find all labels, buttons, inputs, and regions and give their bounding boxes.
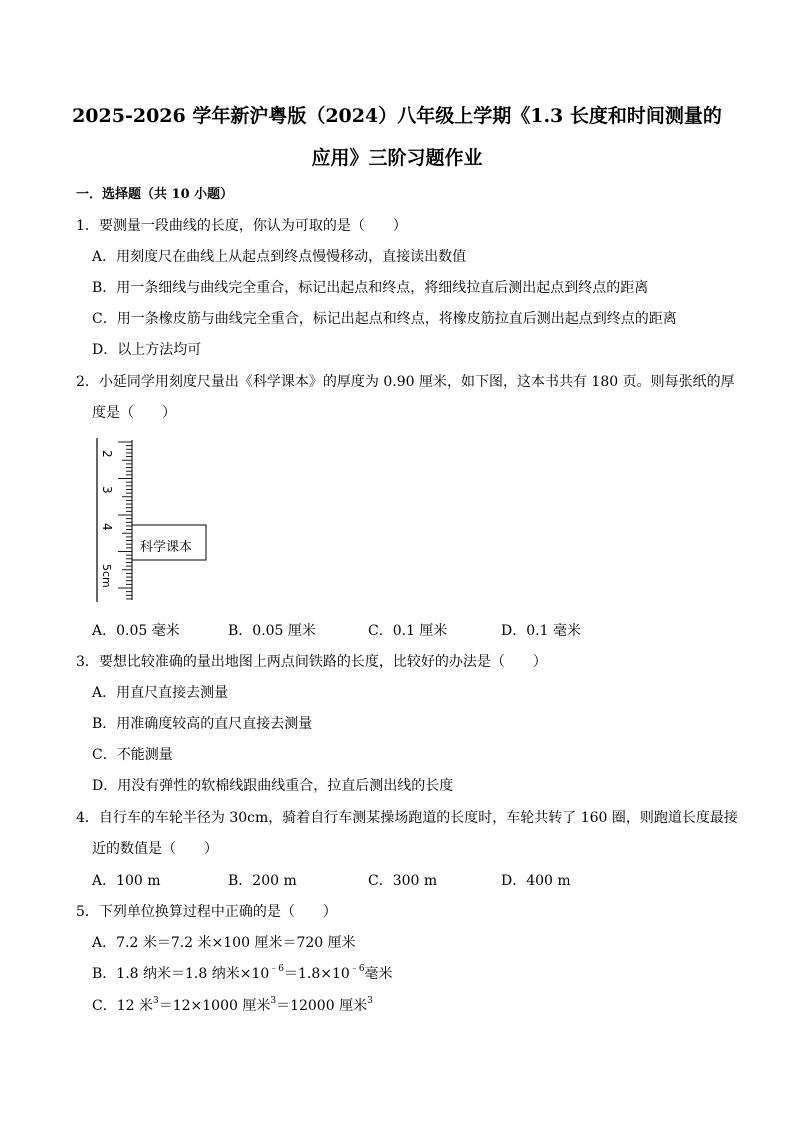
question-5-option-c[interactable]	[92, 996, 373, 1016]
option-c-part-3: ＝12000 厘米	[276, 998, 368, 1014]
question-4-stem: 4．自行车的车轮半径为 30cm，骑着自行车测某操场跑道的长度时，车轮共转了 160 圈，则跑道长度最接	[76, 810, 738, 826]
question-3-stem: 3．要想比较准确的量出地图上两点间铁路的长度，比较好的办法是（ ）	[76, 654, 547, 670]
ruler-label-3: 3	[100, 486, 114, 494]
book-label: 科学课本	[140, 540, 193, 555]
option-b-part-1: B．1.8 纳米＝1.8 纳米×10	[92, 966, 270, 982]
option-c-exponent-3: 3	[367, 996, 373, 1007]
question-1-option-b[interactable]: B．用一条细线与曲线完全重合，标记出起点和终点，将细线拉直后测出起点到终点的距离	[92, 280, 649, 296]
ruler-label-4: 4	[100, 523, 114, 531]
question-4-option-a[interactable]: A．100 m	[92, 873, 161, 889]
question-1-option-c[interactable]: C．用一条橡皮筋与曲线完全重合，标记出起点和终点，将橡皮筋拉直后测出起点到终点的距离	[92, 311, 677, 327]
question-3-option-d[interactable]: D．用没有弹性的软棉线跟曲线重合，拉直后测出线的长度	[92, 778, 454, 794]
option-b-part-2: ＝1.8×10	[284, 966, 350, 982]
ruler-figure	[92, 438, 222, 606]
option-c-part-1: C．12 米	[92, 998, 153, 1014]
question-5-stem: 5．下列单位换算过程中正确的是（ ）	[76, 904, 337, 920]
option-b-exponent-2: ﹣6	[349, 964, 365, 975]
question-2-stem: 2．小延同学用刻度尺量出《科学课本》的厚度为 0.90 厘米，如下图，这本书共有 180 页。则每张纸的厚	[76, 374, 735, 390]
option-c-exponent-1: 3	[152, 996, 159, 1007]
ruler-label-2: 2	[100, 450, 114, 458]
document-title-line-2: 应用》三阶习题作业	[311, 147, 483, 169]
option-c-part-2: ＝12×1000 厘米	[158, 998, 271, 1014]
ruler-label-5cm: 5cm	[100, 564, 113, 588]
option-b-exponent-1: ﹣6	[269, 964, 284, 975]
option-c-exponent-2: 3	[270, 996, 277, 1007]
question-2-option-d[interactable]: D．0.1 毫米	[501, 623, 581, 639]
question-4-option-d[interactable]: D．400 m	[501, 873, 571, 889]
question-2-option-a[interactable]: A．0.05 毫米	[92, 623, 180, 639]
question-3-option-a[interactable]: A．用直尺直接去测量	[92, 685, 229, 701]
option-b-part-3: 毫米	[364, 966, 393, 982]
question-5-option-a[interactable]: A．7.2 米＝7.2 米×100 厘米＝720 厘米	[92, 935, 356, 951]
question-3-option-c[interactable]: C．不能测量	[92, 747, 173, 763]
question-2-option-b[interactable]: B．0.05 厘米	[228, 623, 316, 639]
question-1-option-a[interactable]: A．用刻度尺在曲线上从起点到终点慢慢移动，直接读出数值	[92, 249, 467, 265]
ruler-svg	[92, 438, 222, 606]
section-heading: 一．选择题（共 10 小题）	[76, 187, 234, 202]
question-1-stem: 1．要测量一段曲线的长度，你认为可取的是（ ）	[76, 218, 407, 234]
question-4-option-c[interactable]: C．300 m	[368, 873, 438, 889]
document-title-line-1: 2025-2026 学年新沪粤版（2024）八年级上学期《1.3 长度和时间测量的	[72, 105, 722, 127]
question-3-option-b[interactable]: B．用准确度较高的直尺直接去测量	[92, 716, 313, 732]
question-1-option-d[interactable]: D．以上方法均可	[92, 342, 202, 358]
question-4-stem-continued: 近的数值是（ ）	[92, 841, 218, 857]
question-2-option-c[interactable]: C．0.1 厘米	[368, 623, 448, 639]
question-2-stem-continued: 度是（ ）	[92, 405, 176, 421]
question-5-option-b[interactable]	[92, 964, 393, 984]
question-4-option-b[interactable]: B．200 m	[228, 873, 297, 889]
